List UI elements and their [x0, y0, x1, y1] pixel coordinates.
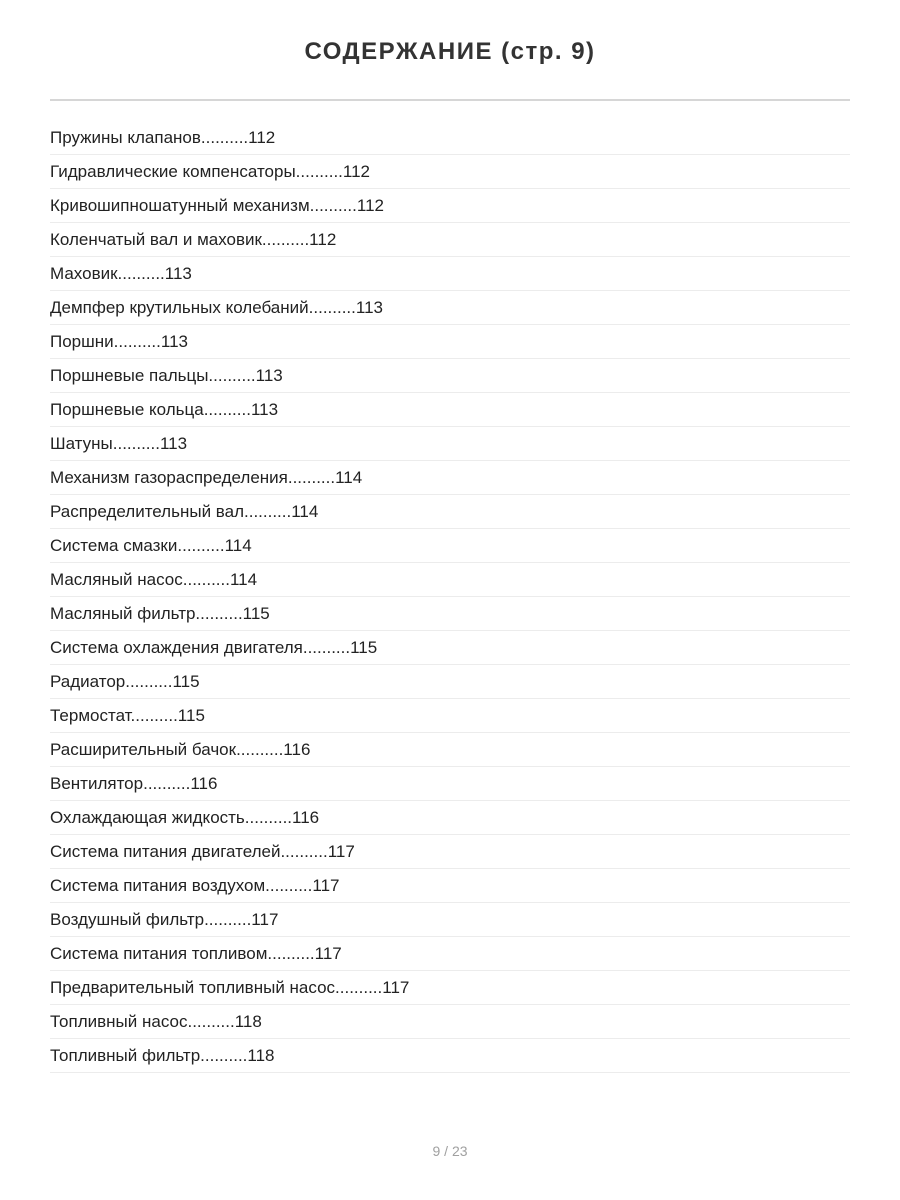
toc-entry[interactable]: Поршневые пальцы..........113 [50, 359, 850, 393]
toc-entry[interactable]: Маховик..........113 [50, 257, 850, 291]
toc-entry[interactable]: Расширительный бачок..........116 [50, 733, 850, 767]
toc-entry[interactable]: Шатуны..........113 [50, 427, 850, 461]
toc-entry[interactable]: Охлаждающая жидкость..........116 [50, 801, 850, 835]
toc-entry[interactable]: Система охлаждения двигателя..........115 [50, 631, 850, 665]
toc-entry[interactable]: Поршневые кольца..........113 [50, 393, 850, 427]
toc-entry[interactable]: Кривошипношатунный механизм..........112 [50, 189, 850, 223]
page-indicator: 9 / 23 [432, 1143, 468, 1159]
toc-entry[interactable]: Распределительный вал..........114 [50, 495, 850, 529]
toc-entry[interactable]: Гидравлические компенсаторы..........112 [50, 155, 850, 189]
toc-entry[interactable]: Система смазки..........114 [50, 529, 850, 563]
toc-entry[interactable]: Система питания двигателей..........117 [50, 835, 850, 869]
toc-entry[interactable]: Вентилятор..........116 [50, 767, 850, 801]
toc-entry[interactable]: Воздушный фильтр..........117 [50, 903, 850, 937]
toc-entry[interactable]: Поршни..........113 [50, 325, 850, 359]
toc-entry[interactable]: Радиатор..........115 [50, 665, 850, 699]
toc-entry[interactable]: Термостат..........115 [50, 699, 850, 733]
toc-entry[interactable]: Масляный насос..........114 [50, 563, 850, 597]
toc-list [50, 121, 850, 1073]
toc-entry[interactable]: Демпфер крутильных колебаний..........113 [50, 291, 850, 325]
toc-entry[interactable]: Механизм газораспределения..........114 [50, 461, 850, 495]
toc-entry[interactable]: Топливный насос..........118 [50, 1005, 850, 1039]
title-divider [50, 99, 850, 101]
toc-entry[interactable]: Предварительный топливный насос..........117 [50, 971, 850, 1005]
toc-entry[interactable]: Коленчатый вал и маховик..........112 [50, 223, 850, 257]
toc-entry[interactable]: Система питания воздухом..........117 [50, 869, 850, 903]
toc-entry[interactable]: Топливный фильтр..........118 [50, 1039, 850, 1073]
page-title: СОДЕРЖАНИЕ (стр. 9) [304, 38, 596, 65]
toc-entry[interactable]: Система питания топливом..........117 [50, 937, 850, 971]
toc-entry[interactable]: Масляный фильтр..........115 [50, 597, 850, 631]
toc-entry[interactable]: Пружины клапанов..........112 [50, 121, 850, 155]
